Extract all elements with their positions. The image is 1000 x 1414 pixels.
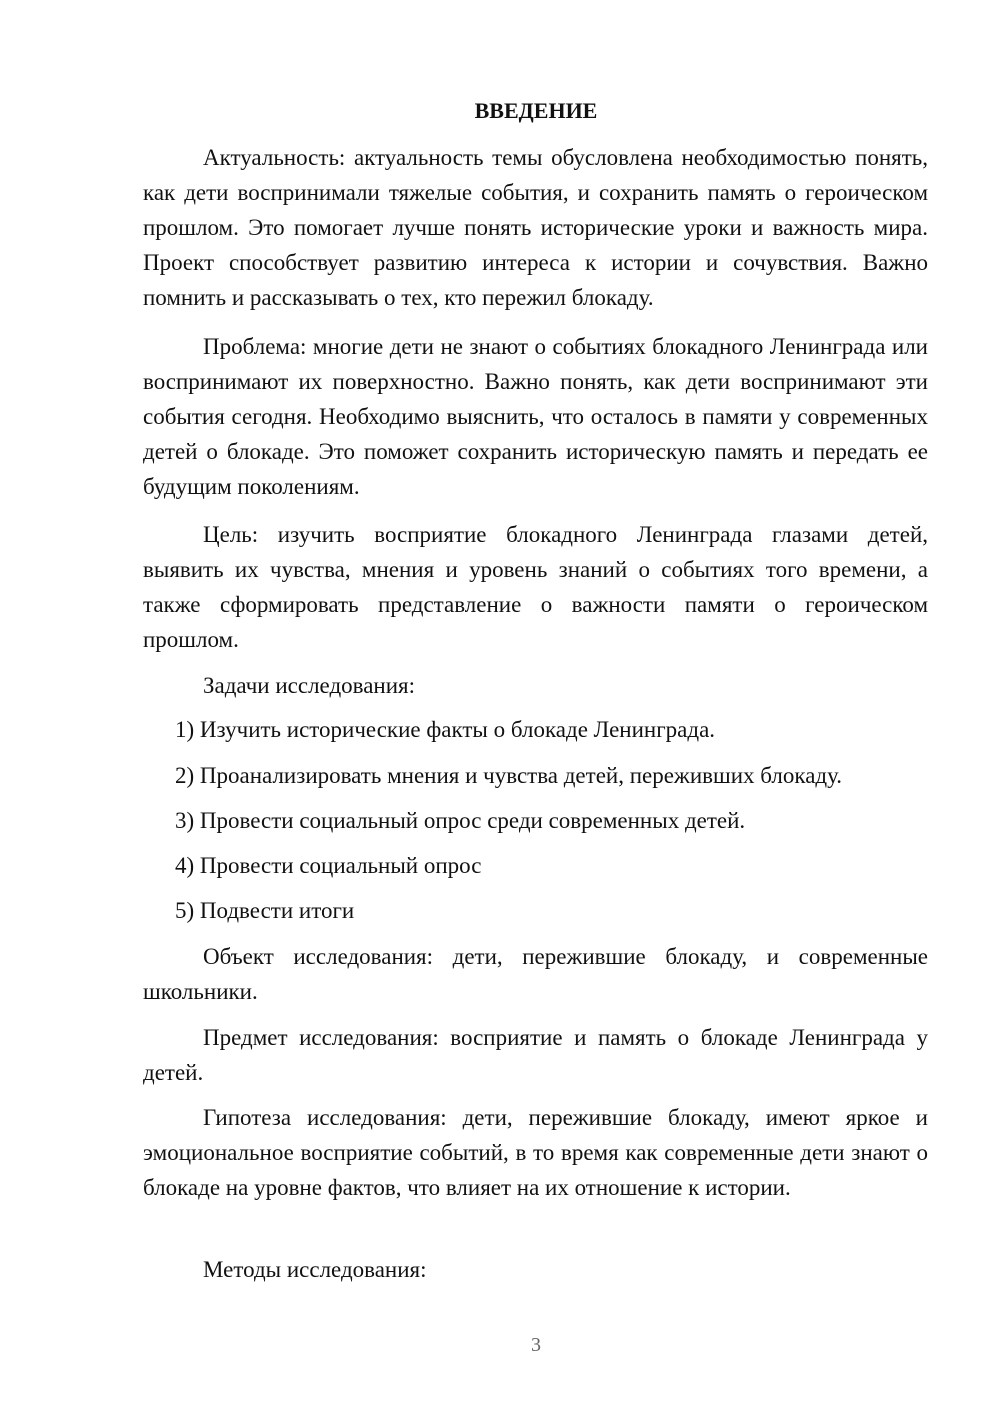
task-item-5: 5) Подвести итоги bbox=[175, 898, 355, 923]
paragraph-problem: Проблема: многие дети не знают о событиях блокадного Ленинграда или воспринимают их поверхностно. Важно понять, как дети воспринимают эти события сегодня. Необходимо выяснить, что осталось в памяти у современных детей о блокаде. Это поможет сохранить историческую память и передать ее будущим поколениям. bbox=[143, 334, 928, 499]
page-title: ВВЕДЕНИЕ bbox=[474, 98, 598, 123]
tasks-title: Задачи исследования: bbox=[203, 673, 416, 698]
paragraph-subject: Предмет исследования: восприятие и память о блокаде Ленинграда у детей. bbox=[143, 1025, 928, 1085]
methods-title: Методы исследования: bbox=[203, 1257, 427, 1282]
paragraph-object: Объект исследования: дети, пережившие блокаду, и современные школьники. bbox=[143, 944, 928, 1004]
task-item-2: 2) Проанализировать мнения и чувства детей, переживших блокаду. bbox=[175, 763, 843, 788]
task-item-4: 4) Провести социальный опрос bbox=[175, 853, 482, 878]
paragraph-relevance: Актуальность: актуальность темы обусловлена необходимостью понять, как дети воспринимали тяжелые события, и сохранить память о героическом прошлом. Это помогает лучше понять исторические уроки и важность мира. Проект способствует развитию интереса к истории и сочувствия. Важно помнить и рассказывать о тех, кто пережил блокаду. bbox=[143, 145, 928, 310]
paragraph-goal: Цель: изучить восприятие блокадного Ленинграда глазами детей, выявить их чувства, мнения и уровень знаний о событиях того времени, а также сформировать представление о важности памяти о героическом прошлом. bbox=[143, 522, 928, 652]
task-item-3: 3) Провести социальный опрос среди современных детей. bbox=[175, 808, 746, 833]
task-item-1: 1) Изучить исторические факты о блокаде Ленинграда. bbox=[175, 717, 716, 742]
page-number: 3 bbox=[531, 1334, 541, 1356]
paragraph-hypothesis: Гипотеза исследования: дети, пережившие блокаду, имеют яркое и эмоциональное восприятие событий, в то время как современные дети знают о блокаде на уровне фактов, что влияет на их отношение к истории. bbox=[143, 1105, 928, 1200]
